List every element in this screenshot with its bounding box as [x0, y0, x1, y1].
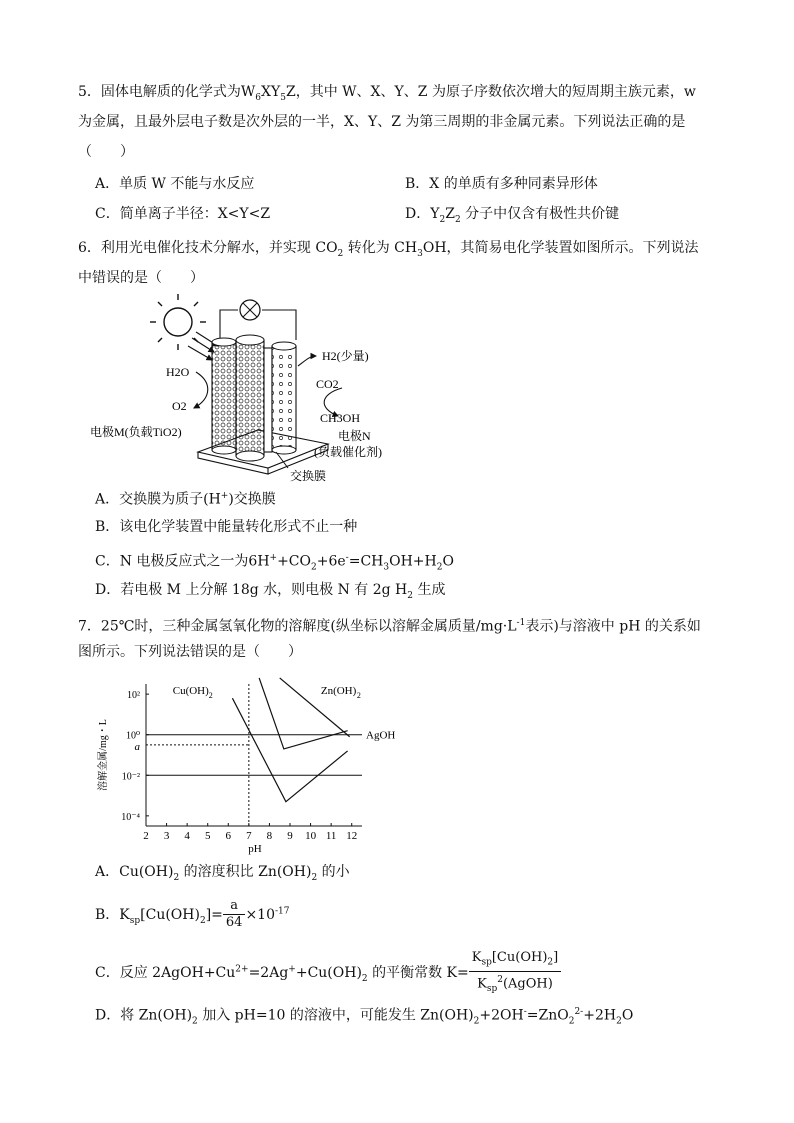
series-label-zn-sub: 2: [356, 691, 361, 701]
y-tick-label: 10⁰: [125, 730, 140, 742]
q6-option-c: C．N 电极反应式之一为$6H^++CO_2+6e^-=CH_3OH+H_2O$: [95, 553, 454, 573]
x-tick-label: 11: [325, 830, 337, 842]
y-tick-label: 10⁻⁴: [121, 811, 140, 823]
q6-option-d: D．若电极 M 上分解 18g 水，则电极 N 有 2g $H_2$ 生成: [95, 582, 446, 601]
q7-option-c: [95, 950, 561, 997]
label-o2: O2: [172, 399, 187, 413]
q7-option-c-prefix: C．反应 $2AgOH+Cu^{2+}=2Ag^++Cu(OH)_2$ 的平衡常数 K=: [95, 964, 469, 985]
q7-option-a: A．$Cu(OH)_2$ 的溶度积比 $Zn(OH)_2$ 的小: [95, 864, 350, 883]
x-tick-label: 7: [246, 830, 252, 842]
q7-option-c-fraction: $\frac{K_{sp}[Cu(OH)_2]}{K_{sp}^2(AgOH)}$: [469, 950, 561, 997]
label-h2o: H2O: [166, 365, 190, 379]
q6-option-a: A．交换膜为质子(H+)交换膜: [95, 491, 276, 508]
label-electrode-n-catalyst: (负载催化剂): [314, 445, 382, 459]
q6-option-b: B．该电化学装置中能量转化形式不止一种: [95, 519, 358, 535]
x-tick-label: 8: [266, 830, 273, 842]
x-tick-label: 9: [287, 830, 293, 842]
series-line-0: [232, 698, 347, 801]
label-electrode-n: 电极N: [338, 429, 371, 443]
x-tick-label: 3: [163, 830, 170, 842]
y-tick-label: 10²: [127, 690, 140, 702]
q5-option-c: C．简单离子半径：X<Y<Z: [95, 206, 271, 222]
x-tick-label: 10: [305, 830, 317, 842]
x-tick-label: 2: [143, 830, 149, 842]
label-ch3oh: CH3OH: [320, 411, 361, 425]
q7-option-b-fraction: $\frac{a}{64}$: [223, 898, 246, 931]
y-axis-label: 溶解金属/mg・L: [98, 719, 109, 791]
y-tick-label: 10⁻²: [121, 771, 140, 783]
x-tick-label: 4: [184, 830, 190, 842]
q7-stem-line1: 7．25℃时，三种金属氢氧化物的溶解度(纵坐标以溶解金属质量$/mg\cdot L^{-1}$表示)与溶液中 pH 的关系如: [78, 618, 701, 635]
label-h2: H2(少量): [322, 349, 369, 363]
q5-stem-line2: 为金属，且最外层电子数是次外层的一半，X、Y、Z 为第三周期的非金属元素。下列说法正确的是: [78, 114, 686, 130]
series-label-zn: Zn(OH): [320, 685, 357, 698]
q7-option-b-prefix: B．$K_{sp}[Cu(OH)_2]=$: [95, 906, 223, 926]
q6-stem-line2: 中错误的是（ ）: [78, 270, 204, 286]
label-membrane: 交换膜: [290, 469, 327, 483]
q7-solubility-chart: [90, 670, 396, 855]
q5-option-d: D．$Y_2Z_2$ 分子中仅含有极性共价键: [405, 206, 620, 225]
q7-option-b-suffix: $\times 10^{-17}$: [245, 905, 290, 923]
series-label-cu-sub: 2: [208, 691, 213, 701]
q5-option-a: A．单质 W 不能与水反应: [95, 176, 255, 192]
q5-stem-line1: 5．固体电解质的化学式为$W_6XY_5Z$，其中 W、X、Y、Z 为原子序数依次增大的短周期主族元素，w: [78, 84, 696, 103]
q6-electrochem-diagram: [88, 290, 418, 488]
x-tick-label: 12: [346, 830, 358, 842]
q7-option-d: D．将 $Zn(OH)_2$ 加入 pH=10 的溶液中，可能发生 $Zn(OH)_2+2OH^-=ZnO_2^{2-}+2H_2O$: [95, 1007, 634, 1027]
q5-option-b: B．X 的单质有多种同素异形体: [405, 176, 598, 192]
series-label-ag: AgOH: [366, 729, 396, 742]
series-label-cu: Cu(OH): [172, 685, 209, 698]
q5-stem-line3: （ ）: [78, 144, 134, 160]
x-tick-label: 5: [204, 830, 211, 842]
a-label: a: [134, 740, 140, 753]
q7-stem-line2: 图所示。下列说法错误的是（ ）: [78, 644, 302, 660]
x-tick-label: 6: [225, 830, 232, 842]
x-axis-label: pH: [248, 843, 262, 855]
label-co2: CO2: [316, 377, 339, 391]
q7-option-b: [95, 898, 289, 931]
q6-stem-line1: 6．利用光电催化技术分解水，并实现 $CO_2$ 转化为 $CH_3OH$，其简易电化学装置如图所示。下列说法: [78, 240, 699, 259]
label-electrode-m: 电极M(负载TiO2): [90, 425, 182, 439]
